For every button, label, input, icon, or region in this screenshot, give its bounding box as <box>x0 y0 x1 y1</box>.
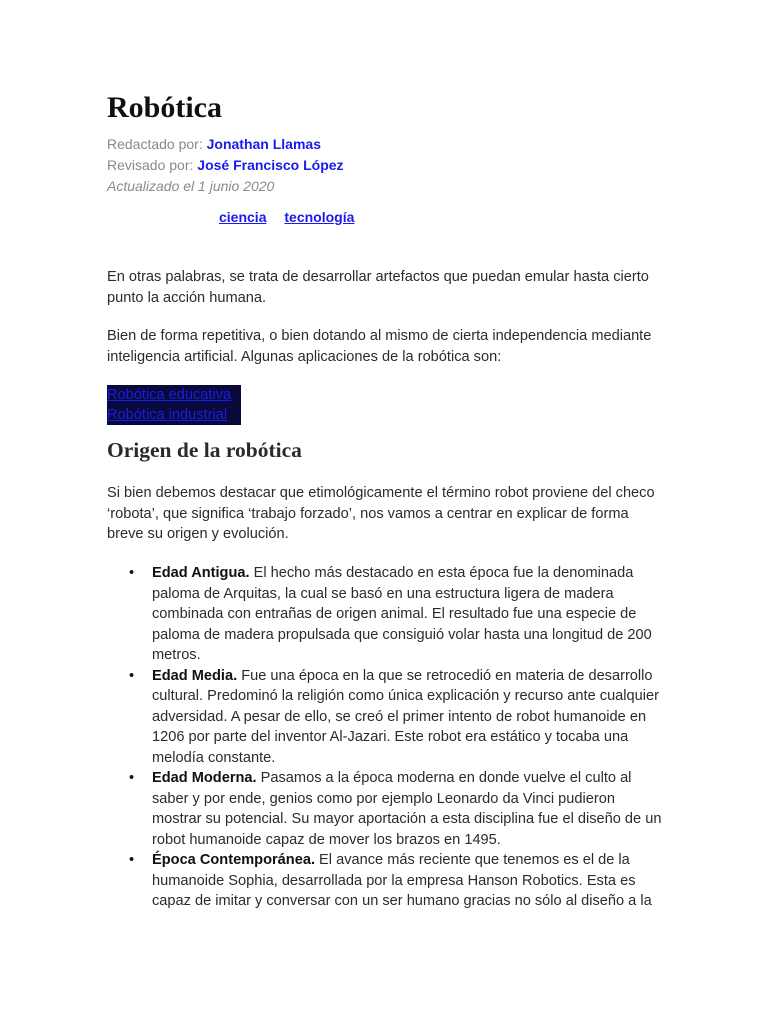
written-by-label: Redactado por: <box>107 136 203 152</box>
era-text: Pasamos a la época moderna en donde vuelve el culto al saber y por ende, genios como por ejemplo Leonardo da Vinci pudieron mostrar su potencial. Su mayor aportación a esta disciplina fue el diseño de un robot humanoide capaz de mover los brazos en 1495. <box>152 770 662 848</box>
bullet-icon: • <box>129 565 135 581</box>
era-name: Edad Media. <box>152 667 238 684</box>
tag-tecnologia[interactable]: tecnología <box>284 209 355 225</box>
author-line <box>107 134 321 154</box>
reviewer-link[interactable]: José Francisco López <box>197 157 344 173</box>
intro-paragraph-2: Bien de forma repetitiva, o bien dotando al mismo de cierta independencia mediante inteligencia artificial. Algunas aplicaciones de la robótica son: <box>107 328 652 365</box>
intro-paragraph-1: En otras palabras, se trata de desarrollar artefactos que puedan emular hasta cierto punto la acción humana. <box>107 269 649 306</box>
era-text: El hecho más destacado en esta época fue la denominada paloma de Arquitas, la cual se basó en una estructura ligera de madera combinada con entrañas de origen animal. El resultado fue una especie de paloma de madera propulsada que consiguió volar hasta una longitud de 200 metros. <box>152 565 652 663</box>
bullet-icon: • <box>129 770 135 786</box>
link-robotica-educativa[interactable]: Robótica educativa <box>107 385 241 405</box>
list-item <box>107 850 663 912</box>
article-title: Robótica <box>107 91 222 124</box>
era-name: Época Contemporánea. <box>152 852 315 868</box>
bullet-icon: • <box>129 852 135 868</box>
page-bottom-whitespace <box>0 920 768 1024</box>
tag-ciencia[interactable]: ciencia <box>219 209 267 225</box>
list-item <box>107 666 663 769</box>
applications-list <box>107 385 241 425</box>
tag-list <box>219 207 368 227</box>
list-item <box>107 768 663 850</box>
era-text: El avance más reciente que tenemos es el de la humanoide Sophia, desarrollada por la empresa Hanson Robotics. Esta es capaz de imitar y conversar con un ser humano gracias no sólo al diseño a la <box>152 852 652 909</box>
author-link[interactable]: Jonathan Llamas <box>206 136 321 152</box>
list-item <box>107 563 663 666</box>
section-intro: Si bien debemos destacar que etimológicamente el término robot proviene del checo ‘robota’, que significa ‘trabajo forzado’, nos vamos a centrar en explicar de forma breve su origen y evolución. <box>107 485 655 542</box>
era-name: Edad Moderna. <box>152 770 257 786</box>
updated-date: Actualizado el 1 junio 2020 <box>107 178 275 194</box>
section-heading: Origen de la robótica <box>107 438 302 462</box>
link-robotica-industrial[interactable]: Robótica industrial <box>107 405 241 425</box>
reviewed-by-label: Revisado por: <box>107 157 194 173</box>
reviewer-line <box>107 155 344 175</box>
bullet-icon: • <box>129 667 135 684</box>
era-name: Edad Antigua. <box>152 565 250 581</box>
eras-list <box>107 563 663 912</box>
era-text: Fue una época en la que se retrocedió en materia de desarrollo cultural. Predominó la religión como única explicación y recurso ante cualquier adversidad. A pesar de ello, se creó el primer intento de robot humanoide en 1206 por parte del inventor Al-Jazari. Este robot era estático y tocaba una melodía constante. <box>152 667 659 766</box>
